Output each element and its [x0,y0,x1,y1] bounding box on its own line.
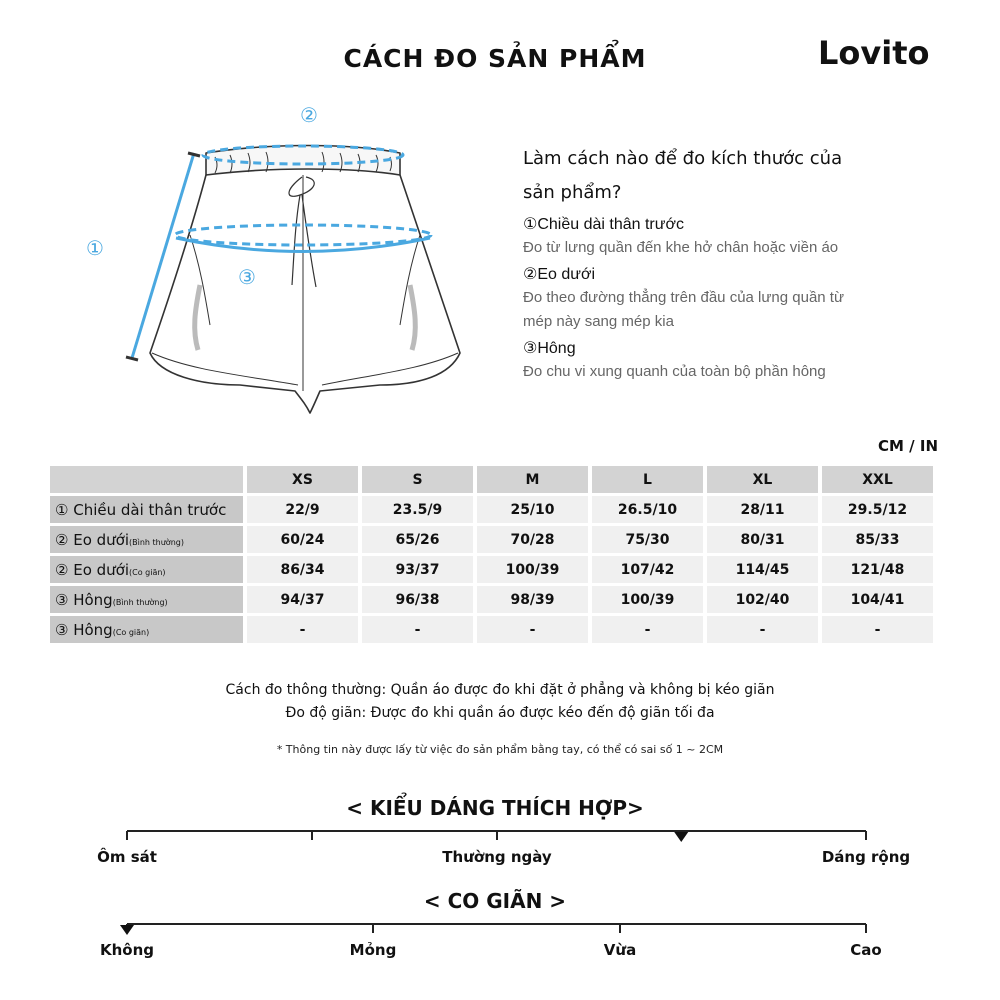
table-cell: 107/42 [592,556,703,583]
row-label: ① Chiều dài thân trước [50,496,243,523]
table-cell: 94/37 [247,586,358,613]
stretch-scale-title: < CO GIÃN > [423,889,567,913]
note-stretch-measure: Đo độ giãn: Được đo khi quần áo được kéo đến độ giãn tối đa [285,705,715,721]
table-cell: 28/11 [707,496,818,523]
marker-2: ② [300,103,318,127]
marker-3: ③ [238,265,256,289]
table-cell: 85/33 [822,526,933,553]
table-cell: 60/24 [247,526,358,553]
stretch-indicator [120,925,134,935]
stretch-label-high: Cao [850,941,882,959]
table-cell: 65/26 [362,526,473,553]
table-cell: - [362,616,473,643]
table-cell: 114/45 [707,556,818,583]
table-cell: 102/40 [707,586,818,613]
table-cell: 70/28 [477,526,588,553]
table-row [50,556,933,583]
row-label: ② Eo dưới(Bình thường) [50,526,243,553]
table-cell: 29.5/12 [822,496,933,523]
stretch-label-medium: Vừa [603,941,637,959]
item-title-length: ①Chiều dài thân trước [523,216,684,233]
row-label: ③ Hông(Bình thường) [50,586,243,613]
size-header: L [592,466,703,493]
fit-label-regular: Thường ngày [442,848,552,866]
note-disclaimer: * Thông tin này được lấy từ việc đo sản phẩm bằng tay, có thể có sai số 1 ~ 2CM [276,743,724,756]
table-cell: 96/38 [362,586,473,613]
table-cell: 98/39 [477,586,588,613]
fit-label-loose: Dáng rộng [821,848,911,866]
shorts-illustration [70,95,490,425]
table-row [50,526,933,553]
item-title-hip: ③Hông [523,340,576,357]
size-header: M [477,466,588,493]
item-desc-waist-2: mép này sang mép kia [523,313,674,330]
table-row [50,496,933,523]
table-cell: 93/37 [362,556,473,583]
table-corner [50,466,243,493]
table-cell: 25/10 [477,496,588,523]
table-row [50,616,933,643]
item-title-waist: ②Eo dưới [523,266,596,283]
table-cell: - [592,616,703,643]
row-label: ③ Hông(Co giãn) [50,616,243,643]
item-desc-waist-1: Đo theo đường thẳng trên đầu của lưng quần từ [523,289,845,306]
how-to-question-line2: sản phẩm? [523,182,622,203]
table-cell: 121/48 [822,556,933,583]
table-cell: 23.5/9 [362,496,473,523]
fit-label-tight: Ôm sát [97,848,157,866]
fit-indicator [674,832,688,842]
table-cell: - [822,616,933,643]
page-title: CÁCH ĐO SẢN PHẨM [343,44,647,73]
table-cell: 22/9 [247,496,358,523]
table-cell: 80/31 [707,526,818,553]
size-header: XXL [822,466,933,493]
how-to-measure [523,142,923,384]
brand-logo: Lovito [818,34,930,72]
table-header-row [50,466,933,493]
stretch-label-none: Không [99,941,155,959]
table-row [50,586,933,613]
row-label: ② Eo dưới(Co giãn) [50,556,243,583]
marker-1: ① [86,236,104,260]
stretch-label-slight: Mỏng [349,941,397,959]
table-cell: 104/41 [822,586,933,613]
item-desc-length: Đo từ lưng quần đến khe hở chân hoặc viền áo [523,239,839,256]
table-cell: 75/30 [592,526,703,553]
unit-label: CM / IN [878,437,938,455]
table-cell: 26.5/10 [592,496,703,523]
table-cell: - [247,616,358,643]
table-cell: - [707,616,818,643]
size-header: XS [247,466,358,493]
how-to-question-line1: Làm cách nào để đo kích thước của [523,148,843,169]
table-cell: - [477,616,588,643]
note-normal-measure: Cách đo thông thường: Quần áo được đo khi đặt ở phẳng và không bị kéo giãn [225,682,775,698]
table-cell: 100/39 [477,556,588,583]
table-cell: 86/34 [247,556,358,583]
size-header: XL [707,466,818,493]
item-desc-hip: Đo chu vi xung quanh của toàn bộ phần hông [523,363,826,380]
fit-scale-title: < KIỂU DÁNG THÍCH HỢP> [346,796,644,820]
size-table [46,463,937,646]
table-cell: 100/39 [592,586,703,613]
size-header: S [362,466,473,493]
